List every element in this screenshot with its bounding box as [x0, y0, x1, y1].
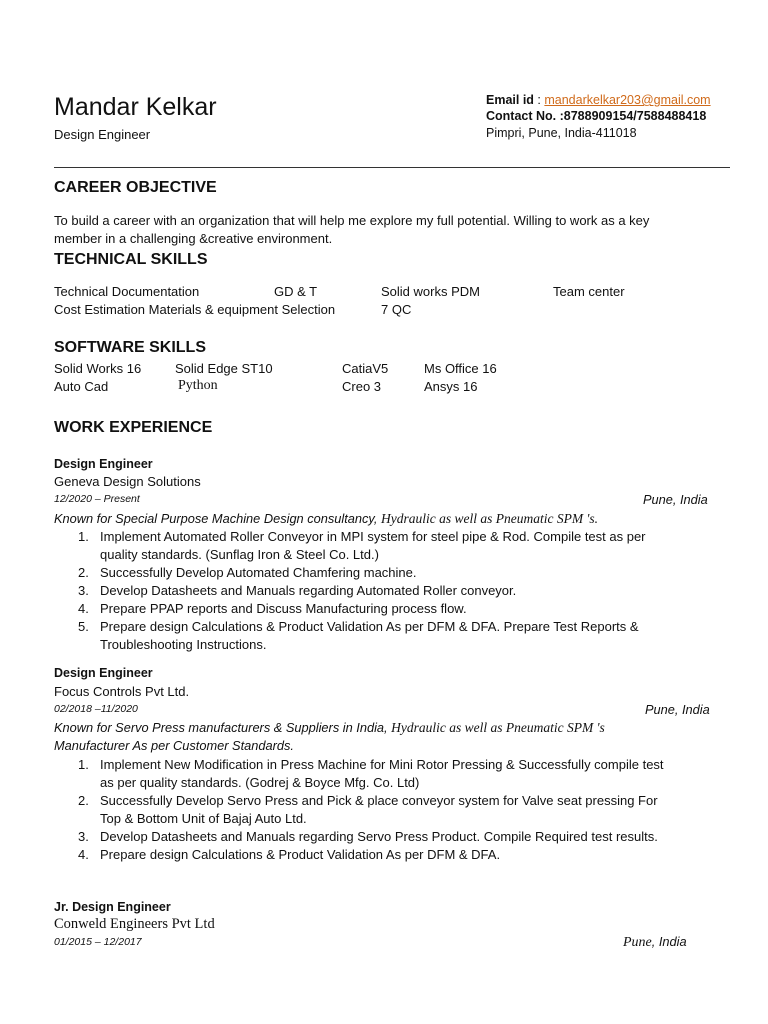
job-location: Pune, India	[645, 702, 710, 717]
list-item	[54, 792, 664, 828]
item-number: 3.	[78, 829, 89, 844]
software-skill: CatiaV5	[342, 361, 389, 376]
career-objective-line-1: To build a career with an organization that will help me explore my full potential. Willing to work as a key	[54, 213, 650, 228]
software-skills-heading: SOFTWARE SKILLS	[54, 339, 206, 356]
item-text: Develop Datasheets and Manuals regarding Servo Press Product. Compile Required test results.	[100, 829, 658, 844]
job-location: Pune, India	[643, 492, 708, 507]
list-item	[54, 564, 646, 582]
job-dates: 01/2015 – 12/2017	[54, 936, 142, 948]
item-text: Implement New Modification in Press Machine for Mini Rotor Pressing & Successfully compile test	[100, 757, 664, 772]
list-item	[54, 528, 646, 564]
tech-skill: 7 QC	[381, 302, 412, 317]
item-number: 4.	[78, 601, 89, 616]
job-company: Geneva Design Solutions	[54, 474, 201, 489]
software-skill: Auto Cad	[54, 379, 109, 394]
item-text: quality standards. (Sunflag Iron & Steel Co. Ltd.)	[100, 547, 379, 562]
job-description	[54, 511, 598, 527]
job-role: Design Engineer	[54, 457, 153, 471]
tech-skill: Cost Estimation Materials & equipment Selection	[54, 302, 336, 317]
job-role: Jr. Design Engineer	[54, 900, 171, 914]
email-link[interactable]: mandarkelkar203@gmail.com	[544, 93, 711, 107]
email-separator: :	[533, 93, 545, 107]
contact-value: :8788909154/7588488418	[556, 109, 707, 123]
tech-skill: GD & T	[274, 284, 318, 299]
list-item	[54, 582, 646, 600]
tech-skill: Solid works PDM	[381, 284, 480, 299]
item-number: 5.	[78, 619, 89, 634]
software-skill: Python	[178, 378, 218, 393]
career-objective-line-2: member in a challenging &creative environment.	[54, 231, 333, 246]
contact-line	[486, 108, 706, 125]
item-text: Successfully Develop Automated Chamfering machine.	[100, 565, 417, 580]
list-item	[54, 618, 646, 654]
job-location	[623, 934, 687, 951]
job-description	[54, 720, 605, 736]
job-description-line-2: Manufacturer As per Customer Standards.	[54, 738, 294, 753]
address-line: Pimpri, Pune, India-411018	[486, 126, 637, 140]
contact-label: Contact No.	[486, 109, 557, 123]
tech-skill: Team center	[553, 284, 625, 299]
job-company: Conweld Engineers Pvt Ltd	[54, 916, 215, 932]
job-dates: 12/2020 – Present	[54, 493, 140, 505]
item-text: Develop Datasheets and Manuals regarding Automated Roller conveyor.	[100, 583, 517, 598]
item-number: 1.	[78, 529, 89, 544]
job-description-part: Hydraulic as well as Pneumatic SPM 's	[391, 720, 605, 735]
list-item	[54, 600, 646, 618]
job-role: Design Engineer	[54, 666, 153, 680]
candidate-name: Mandar Kelkar	[54, 93, 217, 121]
item-number: 3.	[78, 583, 89, 598]
job-responsibilities	[54, 756, 664, 864]
item-text: as per quality standards. (Godrej & Boyce Mfg. Co. Ltd)	[100, 775, 420, 790]
job-description-part: Known for Servo Press manufacturers & Suppliers in India,	[54, 720, 392, 735]
job-description-part: Known for Special Purpose Machine Design consultancy,	[54, 511, 381, 526]
item-text: Prepare PPAP reports and Discuss Manufacturing process flow.	[100, 601, 467, 616]
item-text: Prepare design Calculations & Product Validation As per DFM & DFA.	[100, 847, 501, 862]
software-skill: Ms Office 16	[424, 361, 497, 376]
job-location-country: , India	[651, 934, 687, 949]
job-company: Focus Controls Pvt Ltd.	[54, 684, 190, 699]
list-item	[54, 828, 664, 846]
tech-skill: Technical Documentation	[54, 284, 200, 299]
item-number: 4.	[78, 847, 89, 862]
list-item	[54, 846, 664, 864]
email-line	[486, 92, 711, 109]
software-skill: Creo 3	[342, 379, 382, 394]
list-item	[54, 756, 664, 792]
item-number: 2.	[78, 565, 89, 580]
job-dates: 02/2018 –11/2020	[54, 703, 138, 715]
item-text: Troubleshooting Instructions.	[100, 637, 267, 652]
software-skill: Solid Works 16	[54, 361, 142, 376]
software-skill: Ansys 16	[424, 379, 478, 394]
work-experience-heading: WORK EXPERIENCE	[54, 419, 213, 436]
technical-skills-heading: TECHNICAL SKILLS	[54, 251, 208, 268]
item-text: Prepare design Calculations & Product Validation As per DFM & DFA. Prepare Test Reports &	[100, 619, 639, 634]
email-label: Email id	[486, 93, 534, 107]
item-number: 1.	[78, 757, 89, 772]
career-objective-heading: CAREER OBJECTIVE	[54, 179, 217, 196]
item-text: Top & Bottom Unit of Bajaj Auto Ltd.	[100, 811, 307, 826]
software-skill: Solid Edge ST10	[175, 361, 273, 376]
job-responsibilities	[54, 528, 646, 654]
item-number: 2.	[78, 793, 89, 808]
header-divider	[54, 167, 730, 168]
job-location-city: Pune	[623, 935, 652, 950]
job-description-part: Hydraulic as well as Pneumatic SPM 's.	[380, 511, 598, 526]
item-text: Successfully Develop Servo Press and Pick & place conveyor system for Valve seat pressing For	[100, 793, 658, 808]
candidate-title: Design Engineer	[54, 127, 151, 142]
item-text: Implement Automated Roller Conveyor in MPI system for steel pipe & Rod. Compile test as per	[100, 529, 646, 544]
